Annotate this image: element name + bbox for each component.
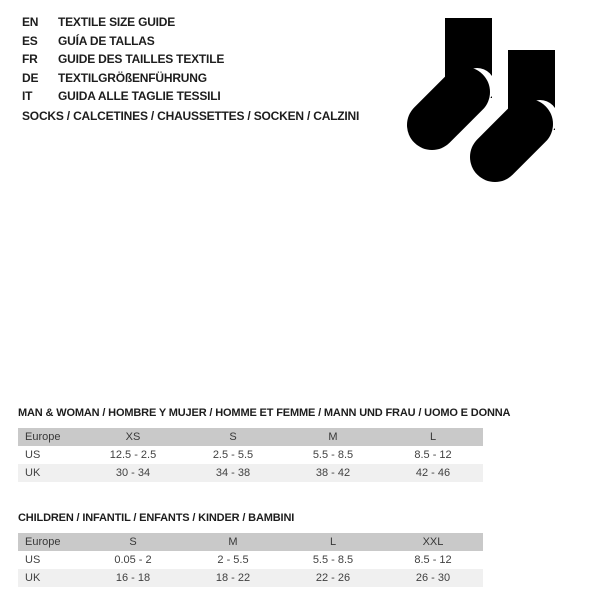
table-title: CHILDREN / INFANTIL / ENFANTS / KINDER / BAMBINI — [18, 512, 295, 524]
language-code: ES — [22, 33, 38, 48]
row-label: US — [25, 554, 41, 566]
size-value: 2 - 5.5 — [217, 554, 249, 566]
language-row-de — [22, 69, 224, 88]
language-row-it — [22, 87, 224, 106]
language-label: GUIDE DES TAILLES TEXTILE — [58, 52, 225, 67]
size-value: 8.5 - 12 — [414, 554, 452, 566]
socks-icon — [405, 8, 570, 188]
size-value: 2.5 - 5.5 — [212, 449, 254, 461]
row-label: UK — [25, 467, 41, 479]
column-header-l: L — [429, 431, 437, 443]
size-value: 30 - 34 — [115, 467, 151, 479]
row-label: UK — [25, 572, 41, 584]
size-value: 26 - 30 — [415, 572, 451, 584]
size-table-grid — [18, 428, 483, 482]
children-size-table — [18, 512, 483, 587]
language-row-en — [22, 13, 224, 32]
column-header-xs: XS — [125, 431, 141, 443]
sock-back-shape — [432, 18, 495, 125]
table-row-uk — [18, 464, 483, 482]
size-value: 34 - 38 — [215, 467, 251, 479]
language-list — [22, 13, 224, 106]
sock-front-shape — [495, 44, 561, 157]
table-header-row — [18, 428, 483, 446]
size-value: 5.5 - 8.5 — [312, 554, 354, 566]
column-header-m: M — [228, 536, 238, 548]
size-value: 38 - 42 — [315, 467, 351, 479]
size-value: 18 - 22 — [215, 572, 251, 584]
column-header-europe: Europe — [25, 431, 61, 443]
language-code: DE — [22, 70, 39, 85]
language-code: EN — [22, 15, 39, 30]
table-title: MAN & WOMAN / HOMBRE Y MUJER / HOMME ET FEMME / MANN UND FRAU / UOMO E DONNA — [18, 407, 511, 419]
language-label: GUIDA ALLE TAGLIE TESSILI — [58, 89, 221, 104]
man-woman-size-table — [18, 407, 511, 482]
language-label: TEXTILE SIZE GUIDE — [58, 15, 176, 30]
column-header-s: S — [229, 431, 237, 443]
table-row-uk — [18, 569, 483, 587]
size-value: 22 - 26 — [315, 572, 351, 584]
size-value: 0.05 - 2 — [114, 554, 152, 566]
size-value: 5.5 - 8.5 — [312, 449, 354, 461]
language-code: IT — [22, 89, 33, 104]
category-title: SOCKS / CALCETINES / CHAUSSETTES / SOCKEN / CALZINI — [22, 109, 360, 123]
table-header-row — [18, 533, 483, 551]
column-header-m: M — [328, 431, 338, 443]
language-row-fr — [22, 50, 224, 69]
size-value: 42 - 46 — [415, 467, 451, 479]
size-value: 12.5 - 2.5 — [109, 449, 157, 461]
language-label: GUÍA DE TALLAS — [58, 33, 155, 48]
size-table-grid — [18, 533, 483, 587]
table-row-us — [18, 446, 483, 464]
size-value: 8.5 - 12 — [414, 449, 452, 461]
row-label: US — [25, 449, 41, 461]
column-header-l: L — [329, 536, 337, 548]
column-header-europe: Europe — [25, 536, 61, 548]
column-header-s: S — [129, 536, 137, 548]
language-label: TEXTILGRÖßENFÜHRUNG — [58, 70, 207, 85]
table-row-us — [18, 551, 483, 569]
language-code: FR — [22, 52, 38, 67]
column-header-xxl: XXL — [422, 536, 444, 548]
language-row-es — [22, 32, 224, 51]
size-value: 16 - 18 — [115, 572, 151, 584]
